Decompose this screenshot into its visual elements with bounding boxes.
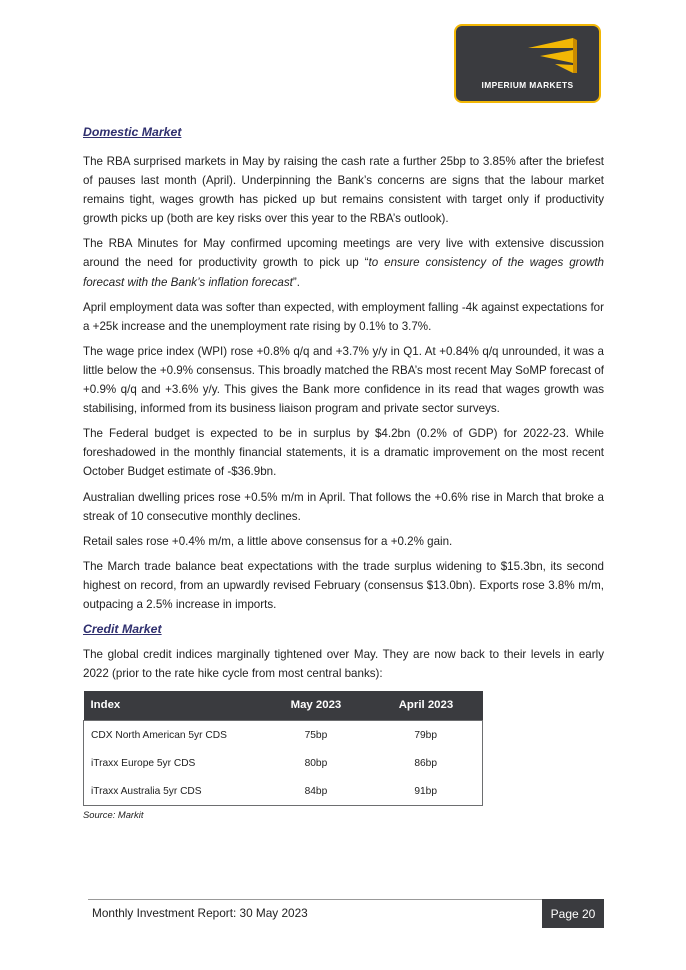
footer-divider — [88, 899, 604, 900]
domestic-paragraph-budget: The Federal budget is expected to be in surplus by $4.2bn (0.2% of GDP) for 2022-23. While foreshadowed in the monthly financial statements, it is a dramatic improvement on the most recent October Budget estimate of -$36.9bn. — [83, 427, 604, 479]
credit-market-heading: Credit Market — [83, 622, 162, 637]
credit-paragraph: The global credit indices marginally tightened over May. They are now back to their levels in early 2022 (prior to the rate hike cycle from most central banks): — [83, 648, 604, 681]
table-source-note: Source: Markit — [83, 809, 144, 821]
table-row — [84, 721, 483, 750]
table-row — [84, 777, 483, 806]
domestic-paragraph-wages: The wage price index (WPI) rose +0.8% q/q and +3.7% y/y in Q1. At +0.84% q/q unrounded, it was a little below the +0.9% consensus. This broadly matched the RBA’s most recent May SoMP forecast of +0.9% q/q and +3.6% y/y. This gives the Bank more confidence in its read that wages growth was stabilising, informed from its business liaison program and private sector surveys. — [83, 344, 604, 416]
table-cell: iTraxx Europe 5yr CDS — [91, 757, 196, 769]
table-cell: 75bp — [304, 729, 328, 741]
column-header-april: April 2023 — [369, 691, 482, 721]
imperium-markets-logo — [454, 24, 601, 103]
minutes-quote: to ensure consistency of the wages growth forecast with the Bank’s inflation forecast — [83, 256, 604, 289]
column-header-may: May 2023 — [263, 691, 370, 721]
domestic-paragraph-minutes — [83, 234, 604, 291]
domestic-paragraph-employment: April employment data was softer than expected, with employment falling -4k against expectations for a +25k increase and the unemployment rate rising by 0.1% to 3.7%. — [83, 300, 604, 333]
logo-flag-icon — [456, 26, 603, 105]
logo-text: IMPERIUM MARKETS — [481, 80, 574, 90]
minutes-text: The RBA Minutes for May confirmed upcoming meetings are very live with extensive discussion around the need for productivity growth to pick up “ — [83, 237, 604, 270]
table-cell: 79bp — [414, 729, 438, 741]
table-header-row — [84, 691, 483, 721]
page-number-badge: Page 20 — [542, 899, 604, 928]
minutes-text-end: ”. — [292, 275, 300, 289]
table-cell: 80bp — [304, 757, 328, 769]
table-cell: iTraxx Australia 5yr CDS — [91, 785, 202, 797]
footer-report-title: Monthly Investment Report: 30 May 2023 — [92, 906, 308, 920]
domestic-paragraph-trade: The March trade balance beat expectations with the trade surplus widening to $15.3bn, its second highest on record, from an upwardly revised February (consensus $13.0bn). Exports rose 3.8% m/m, outpacing a 2.5% increase in imports. — [83, 559, 604, 611]
domestic-paragraph-rba: The RBA surprised markets in May by raising the cash rate a further 25bp to 3.85% after the briefest of pauses last month (April). Underpinning the Bank’s concerns are signs that the labour market remains tight, wages growth has picked up but remains consistent with target only if productivity growth picks up (both are key risks over this year to the RBA’s outlook). — [83, 155, 604, 226]
domestic-paragraph-dwelling: Australian dwelling prices rose +0.5% m/m in April. That follows the +0.6% rise in March that broke a streak of 10 consecutive monthly declines. — [83, 490, 604, 523]
credit-index-table — [83, 691, 483, 806]
report-body — [83, 123, 604, 822]
table-cell: 84bp — [304, 785, 328, 797]
column-header-index: Index — [84, 691, 263, 721]
table-cell: CDX North American 5yr CDS — [91, 729, 227, 741]
domestic-paragraph-retail: Retail sales rose +0.4% m/m, a little above consensus for a +0.2% gain. — [83, 534, 453, 548]
table-row — [84, 749, 483, 777]
table-cell: 86bp — [414, 757, 438, 769]
domestic-market-heading: Domestic Market — [83, 125, 182, 139]
table-cell: 91bp — [414, 785, 438, 797]
